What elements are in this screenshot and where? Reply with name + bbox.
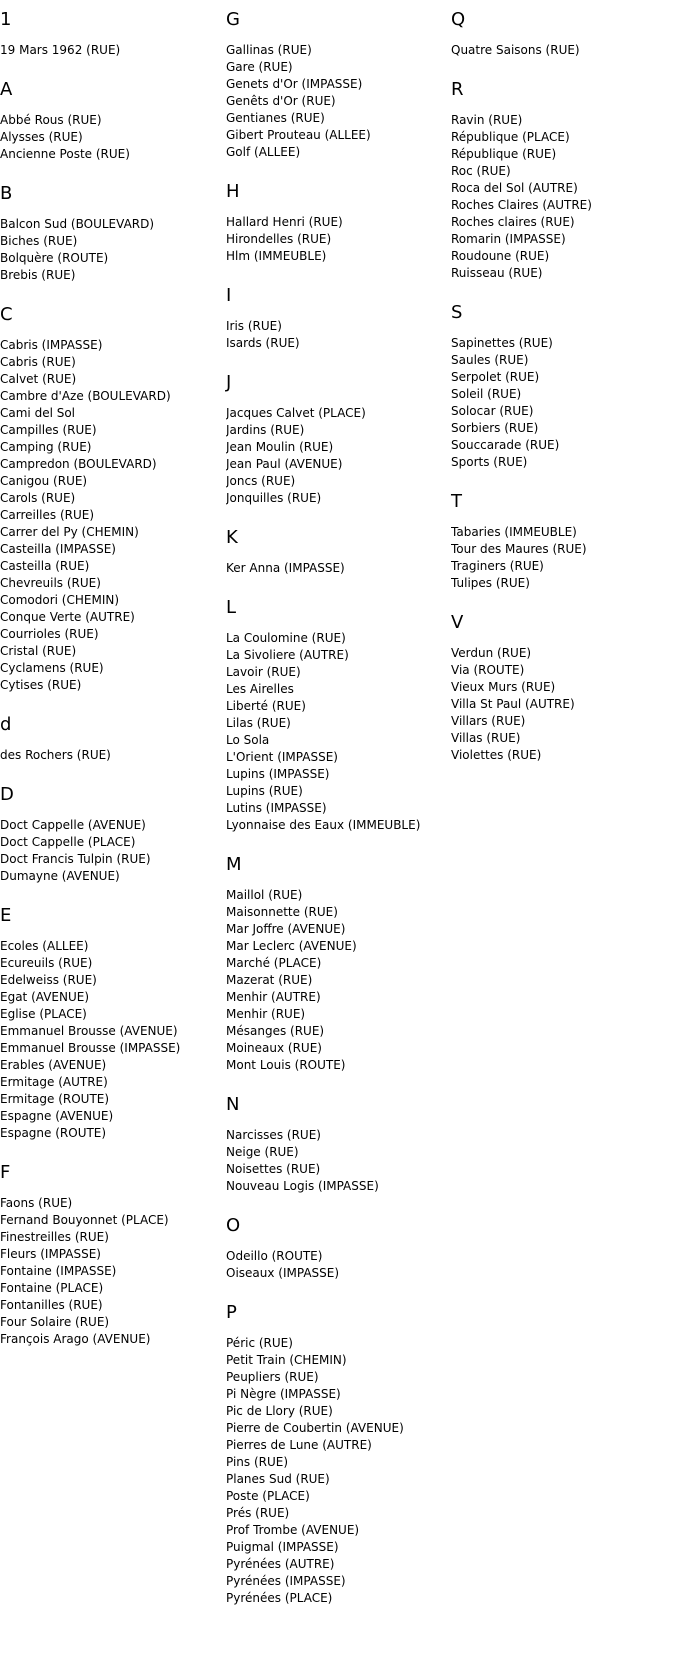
street-item[interactable]: Edelweiss (RUE) xyxy=(0,973,97,987)
street-item[interactable]: Casteilla (IMPASSE) xyxy=(0,542,116,556)
street-item[interactable]: Ermitage (ROUTE) xyxy=(0,1092,110,1106)
section-letter-heading: N xyxy=(226,1094,240,1115)
street-item[interactable]: Tulipes (RUE) xyxy=(451,576,530,590)
street-list xyxy=(0,817,210,885)
street-item[interactable]: Jean Paul (AVENUE) xyxy=(226,457,343,471)
letter-section xyxy=(226,598,436,834)
street-item[interactable]: Pyrénées (IMPASSE) xyxy=(226,1574,346,1588)
street-item[interactable]: Saules (RUE) xyxy=(451,353,529,367)
street-item[interactable]: Marché (PLACE) xyxy=(226,956,322,970)
street-item[interactable]: Balcon Sud (BOULEVARD) xyxy=(0,217,155,231)
street-item[interactable]: Emmanuel Brousse (IMPASSE) xyxy=(0,1041,181,1055)
letter-section xyxy=(0,80,210,163)
street-item[interactable]: Roc (RUE) xyxy=(451,164,511,178)
letter-section xyxy=(0,184,210,284)
letter-section xyxy=(0,785,210,885)
street-item[interactable]: Noisettes (RUE) xyxy=(226,1162,321,1176)
street-item[interactable]: Liberté (RUE) xyxy=(226,699,306,713)
street-item[interactable]: Hlm (IMMEUBLE) xyxy=(226,249,327,263)
section-letter-heading: O xyxy=(226,1215,241,1236)
section-letter-heading: C xyxy=(0,304,13,325)
street-item[interactable]: Fontaine (IMPASSE) xyxy=(0,1264,117,1278)
street-item[interactable]: République (RUE) xyxy=(451,147,557,161)
street-item[interactable]: Mar Leclerc (AVENUE) xyxy=(226,939,357,953)
section-letter-heading: L xyxy=(226,597,237,618)
street-item[interactable]: Maisonnette (RUE) xyxy=(226,905,338,919)
street-item[interactable]: Canigou (RUE) xyxy=(0,474,88,488)
letter-section xyxy=(226,182,436,265)
street-item[interactable]: Chevreuils (RUE) xyxy=(0,576,101,590)
street-item[interactable]: Quatre Saisons (RUE) xyxy=(451,43,580,57)
street-item[interactable]: Odeillo (ROUTE) xyxy=(226,1249,323,1263)
section-letter-heading: Q xyxy=(451,9,466,30)
street-item[interactable]: Camping (RUE) xyxy=(0,440,92,454)
section-letter-heading: J xyxy=(226,372,232,393)
street-item[interactable]: Carreilles (RUE) xyxy=(0,508,95,522)
street-item[interactable]: Roches Claires (AUTRE) xyxy=(451,198,592,212)
street-item[interactable]: Doct Cappelle (PLACE) xyxy=(0,835,136,849)
section-letter-heading: I xyxy=(226,285,232,306)
street-list xyxy=(451,112,661,282)
letter-section xyxy=(0,906,210,1142)
section-letter-heading: R xyxy=(451,79,464,100)
street-item[interactable]: Cami del Sol xyxy=(0,406,76,420)
street-item[interactable]: Fleurs (IMPASSE) xyxy=(0,1247,101,1261)
index-column xyxy=(226,0,436,1628)
street-item[interactable]: Prés (RUE) xyxy=(226,1506,290,1520)
street-list xyxy=(0,938,210,1142)
street-list xyxy=(451,524,661,592)
letter-section xyxy=(226,1303,436,1607)
letter-section xyxy=(451,10,661,59)
street-item[interactable]: Poste (PLACE) xyxy=(226,1489,310,1503)
street-item[interactable]: Nouveau Logis (IMPASSE) xyxy=(226,1179,379,1193)
street-item[interactable]: Petit Train (CHEMIN) xyxy=(226,1353,347,1367)
street-item[interactable]: Genets d'Or (IMPASSE) xyxy=(226,77,363,91)
street-item[interactable]: Genêts d'Or (RUE) xyxy=(226,94,336,108)
street-item[interactable]: Pic de Llory (RUE) xyxy=(226,1404,333,1418)
street-item[interactable]: Maillol (RUE) xyxy=(226,888,303,902)
street-item[interactable]: Isards (RUE) xyxy=(226,336,300,350)
street-item[interactable]: Les Airelles xyxy=(226,682,294,696)
street-list xyxy=(226,1248,436,1282)
street-list xyxy=(451,645,661,764)
street-item[interactable]: Jacques Calvet (PLACE) xyxy=(226,406,366,420)
section-letter-heading: T xyxy=(451,491,462,512)
letter-section xyxy=(226,10,436,161)
letter-section xyxy=(451,613,661,764)
street-item[interactable]: Ecureuils (RUE) xyxy=(0,956,93,970)
street-item[interactable]: Oiseaux (IMPASSE) xyxy=(226,1266,340,1280)
street-list xyxy=(451,42,661,59)
street-item[interactable]: Hirondelles (RUE) xyxy=(226,232,332,246)
street-item[interactable]: Lavoir (RUE) xyxy=(226,665,301,679)
section-letter-heading: d xyxy=(0,714,12,735)
street-item[interactable]: Gare (RUE) xyxy=(226,60,293,74)
street-item[interactable]: Conque Verte (AUTRE) xyxy=(0,610,135,624)
street-list xyxy=(226,887,436,1074)
letter-section xyxy=(226,286,436,352)
street-item[interactable]: Serpolet (RUE) xyxy=(451,370,540,384)
letter-section xyxy=(0,1163,210,1348)
street-item[interactable]: Dumayne (AVENUE) xyxy=(0,869,120,883)
section-letter-heading: D xyxy=(0,784,14,805)
street-item[interactable]: Sports (RUE) xyxy=(451,455,528,469)
street-item[interactable]: Vieux Murs (RUE) xyxy=(451,680,556,694)
street-item[interactable]: Cytises (RUE) xyxy=(0,678,82,692)
street-item[interactable]: Mésanges (RUE) xyxy=(226,1024,325,1038)
street-item[interactable]: Violettes (RUE) xyxy=(451,748,542,762)
street-item[interactable]: François Arago (AVENUE) xyxy=(0,1332,151,1346)
street-item[interactable]: Ecoles (ALLEE) xyxy=(0,939,89,953)
street-item[interactable]: Fontanilles (RUE) xyxy=(0,1298,103,1312)
street-item[interactable]: Cambre d'Aze (BOULEVARD) xyxy=(0,389,171,403)
section-letter-heading: H xyxy=(226,181,240,202)
street-item[interactable]: Traginers (RUE) xyxy=(451,559,544,573)
street-item[interactable]: Peupliers (RUE) xyxy=(226,1370,319,1384)
street-item[interactable]: Jean Moulin (RUE) xyxy=(226,440,334,454)
street-list xyxy=(226,405,436,507)
street-item[interactable]: Cyclamens (RUE) xyxy=(0,661,104,675)
street-list xyxy=(226,1335,436,1607)
street-item[interactable]: Gibert Prouteau (ALLEE) xyxy=(226,128,371,142)
street-item[interactable]: Mont Louis (ROUTE) xyxy=(226,1058,346,1072)
street-item[interactable]: Planes Sud (RUE) xyxy=(226,1472,330,1486)
letter-section xyxy=(226,528,436,577)
street-item[interactable]: Cristal (RUE) xyxy=(0,644,77,658)
letter-section xyxy=(226,1095,436,1195)
street-item[interactable]: Villas (RUE) xyxy=(451,731,521,745)
street-item[interactable]: Romarin (IMPASSE) xyxy=(451,232,566,246)
street-item[interactable]: Brebis (RUE) xyxy=(0,268,76,282)
street-list xyxy=(0,747,210,764)
street-item[interactable]: Comodori (CHEMIN) xyxy=(0,593,120,607)
street-item[interactable]: Moineaux (RUE) xyxy=(226,1041,322,1055)
section-letter-heading: 1 xyxy=(0,9,12,30)
street-item[interactable]: Abbé Rous (RUE) xyxy=(0,113,102,127)
street-item[interactable]: Carols (RUE) xyxy=(0,491,76,505)
street-item[interactable]: L'Orient (IMPASSE) xyxy=(226,750,338,764)
section-letter-heading: A xyxy=(0,79,13,100)
street-item[interactable]: Campredon (BOULEVARD) xyxy=(0,457,157,471)
street-list xyxy=(0,112,210,163)
street-list xyxy=(226,1127,436,1195)
street-item[interactable]: Pierre de Coubertin (AVENUE) xyxy=(226,1421,404,1435)
street-item[interactable]: Fernand Bouyonnet (PLACE) xyxy=(0,1213,169,1227)
street-item[interactable]: Biches (RUE) xyxy=(0,234,78,248)
street-item[interactable]: Menhir (AUTRE) xyxy=(226,990,321,1004)
street-item[interactable]: Bolquère (ROUTE) xyxy=(0,251,109,265)
street-item[interactable]: Narcisses (RUE) xyxy=(226,1128,321,1142)
street-item[interactable]: Espagne (ROUTE) xyxy=(0,1126,107,1140)
street-item[interactable]: Ruisseau (RUE) xyxy=(451,266,543,280)
street-item[interactable]: Roches claires (RUE) xyxy=(451,215,575,229)
street-item[interactable]: Puigmal (IMPASSE) xyxy=(226,1540,339,1554)
street-item[interactable]: Péric (RUE) xyxy=(226,1336,293,1350)
street-item[interactable]: Sapinettes (RUE) xyxy=(451,336,553,350)
street-item[interactable]: Pyrénées (AUTRE) xyxy=(226,1557,335,1571)
street-item[interactable]: Finestreilles (RUE) xyxy=(0,1230,109,1244)
street-list xyxy=(226,630,436,834)
street-item[interactable]: Erables (AVENUE) xyxy=(0,1058,107,1072)
letter-section xyxy=(0,10,210,59)
letter-section xyxy=(0,305,210,694)
section-letter-heading: V xyxy=(451,612,464,633)
street-item[interactable]: Lupins (RUE) xyxy=(226,784,303,798)
street-item[interactable]: Neige (RUE) xyxy=(226,1145,299,1159)
street-item[interactable]: Casteilla (RUE) xyxy=(0,559,90,573)
street-item[interactable]: Mar Joffre (AVENUE) xyxy=(226,922,346,936)
street-list xyxy=(0,337,210,694)
street-item[interactable]: La Sivoliere (AUTRE) xyxy=(226,648,349,662)
street-list xyxy=(0,216,210,284)
street-item[interactable]: Lo Sola xyxy=(226,733,270,747)
street-item[interactable]: Villa St Paul (AUTRE) xyxy=(451,697,575,711)
street-item[interactable]: Ker Anna (IMPASSE) xyxy=(226,561,345,575)
street-item[interactable]: Pins (RUE) xyxy=(226,1455,289,1469)
letter-section xyxy=(451,303,661,471)
street-list xyxy=(0,42,210,59)
street-item[interactable]: Villars (RUE) xyxy=(451,714,526,728)
section-letter-heading: K xyxy=(226,527,238,548)
street-item[interactable]: Lupins (IMPASSE) xyxy=(226,767,330,781)
street-item[interactable]: Via (ROUTE) xyxy=(451,663,525,677)
street-item[interactable]: Alysses (RUE) xyxy=(0,130,83,144)
street-list xyxy=(0,1195,210,1348)
street-item[interactable]: Faons (RUE) xyxy=(0,1196,73,1210)
street-item[interactable]: Campilles (RUE) xyxy=(0,423,97,437)
street-item[interactable]: Jonquilles (RUE) xyxy=(226,491,322,505)
street-item[interactable]: Roudoune (RUE) xyxy=(451,249,550,263)
street-item[interactable]: Tabaries (IMMEUBLE) xyxy=(451,525,577,539)
street-item[interactable]: Lyonnaise des Eaux (IMMEUBLE) xyxy=(226,818,421,832)
street-item[interactable]: Pyrénées (PLACE) xyxy=(226,1591,333,1605)
street-item[interactable]: République (PLACE) xyxy=(451,130,570,144)
street-item[interactable]: Hallard Henri (RUE) xyxy=(226,215,343,229)
street-item[interactable]: Ermitage (AUTRE) xyxy=(0,1075,108,1089)
street-item[interactable]: Joncs (RUE) xyxy=(226,474,296,488)
street-list xyxy=(451,335,661,471)
street-item[interactable]: Pierres de Lune (AUTRE) xyxy=(226,1438,372,1452)
index-column xyxy=(451,0,661,785)
street-item[interactable]: Souccarade (RUE) xyxy=(451,438,560,452)
section-letter-heading: M xyxy=(226,854,242,875)
street-item[interactable]: Eglise (PLACE) xyxy=(0,1007,87,1021)
street-item[interactable]: Mazerat (RUE) xyxy=(226,973,313,987)
street-item[interactable]: Calvet (RUE) xyxy=(0,372,77,386)
street-list xyxy=(226,214,436,265)
street-item[interactable]: Fontaine (PLACE) xyxy=(0,1281,104,1295)
street-item[interactable]: Tour des Maures (RUE) xyxy=(451,542,587,556)
street-item[interactable]: Verdun (RUE) xyxy=(451,646,532,660)
section-letter-heading: P xyxy=(226,1302,237,1323)
street-list xyxy=(226,560,436,577)
section-letter-heading: S xyxy=(451,302,463,323)
letter-section xyxy=(226,855,436,1074)
section-letter-heading: E xyxy=(0,905,12,926)
section-letter-heading: F xyxy=(0,1162,11,1183)
section-letter-heading: G xyxy=(226,9,240,30)
street-item[interactable]: Four Solaire (RUE) xyxy=(0,1315,110,1329)
street-item[interactable]: Ancienne Poste (RUE) xyxy=(0,147,130,161)
letter-section xyxy=(226,373,436,507)
street-item[interactable]: Golf (ALLEE) xyxy=(226,145,301,159)
street-item[interactable]: Doct Cappelle (AVENUE) xyxy=(0,818,146,832)
street-item[interactable]: Courrioles (RUE) xyxy=(0,627,99,641)
street-item[interactable]: Cabris (IMPASSE) xyxy=(0,338,103,352)
street-item[interactable]: La Coulomine (RUE) xyxy=(226,631,346,645)
street-item[interactable]: Jardins (RUE) xyxy=(226,423,305,437)
street-item[interactable]: Prof Trombe (AVENUE) xyxy=(226,1523,360,1537)
street-item[interactable]: Carrer del Py (CHEMIN) xyxy=(0,525,139,539)
street-item[interactable]: Roca del Sol (AUTRE) xyxy=(451,181,578,195)
letter-section xyxy=(451,80,661,282)
letter-section xyxy=(0,715,210,764)
street-item[interactable]: Emmanuel Brousse (AVENUE) xyxy=(0,1024,178,1038)
street-item[interactable]: Lilas (RUE) xyxy=(226,716,291,730)
index-column xyxy=(0,0,210,1369)
street-item[interactable]: Sorbiers (RUE) xyxy=(451,421,539,435)
letter-section xyxy=(226,1216,436,1282)
section-letter-heading: B xyxy=(0,183,13,204)
street-list xyxy=(226,318,436,352)
street-item[interactable]: Lutins (IMPASSE) xyxy=(226,801,327,815)
street-item[interactable]: Pi Nègre (IMPASSE) xyxy=(226,1387,341,1401)
street-item[interactable]: Gallinas (RUE) xyxy=(226,43,312,57)
street-item[interactable]: Cabris (RUE) xyxy=(0,355,76,369)
street-item[interactable]: Iris (RUE) xyxy=(226,319,282,333)
street-item[interactable]: Doct Francis Tulpin (RUE) xyxy=(0,852,151,866)
street-item[interactable]: Ravin (RUE) xyxy=(451,113,523,127)
street-item[interactable]: Egat (AVENUE) xyxy=(0,990,90,1004)
street-list xyxy=(226,42,436,161)
street-item[interactable]: Solocar (RUE) xyxy=(451,404,534,418)
street-item[interactable]: Gentianes (RUE) xyxy=(226,111,325,125)
street-item[interactable]: 19 Mars 1962 (RUE) xyxy=(0,43,121,57)
letter-section xyxy=(451,492,661,592)
street-item[interactable]: des Rochers (RUE) xyxy=(0,748,111,762)
street-item[interactable]: Menhir (RUE) xyxy=(226,1007,306,1021)
street-item[interactable]: Espagne (AVENUE) xyxy=(0,1109,114,1123)
street-item[interactable]: Soleil (RUE) xyxy=(451,387,522,401)
